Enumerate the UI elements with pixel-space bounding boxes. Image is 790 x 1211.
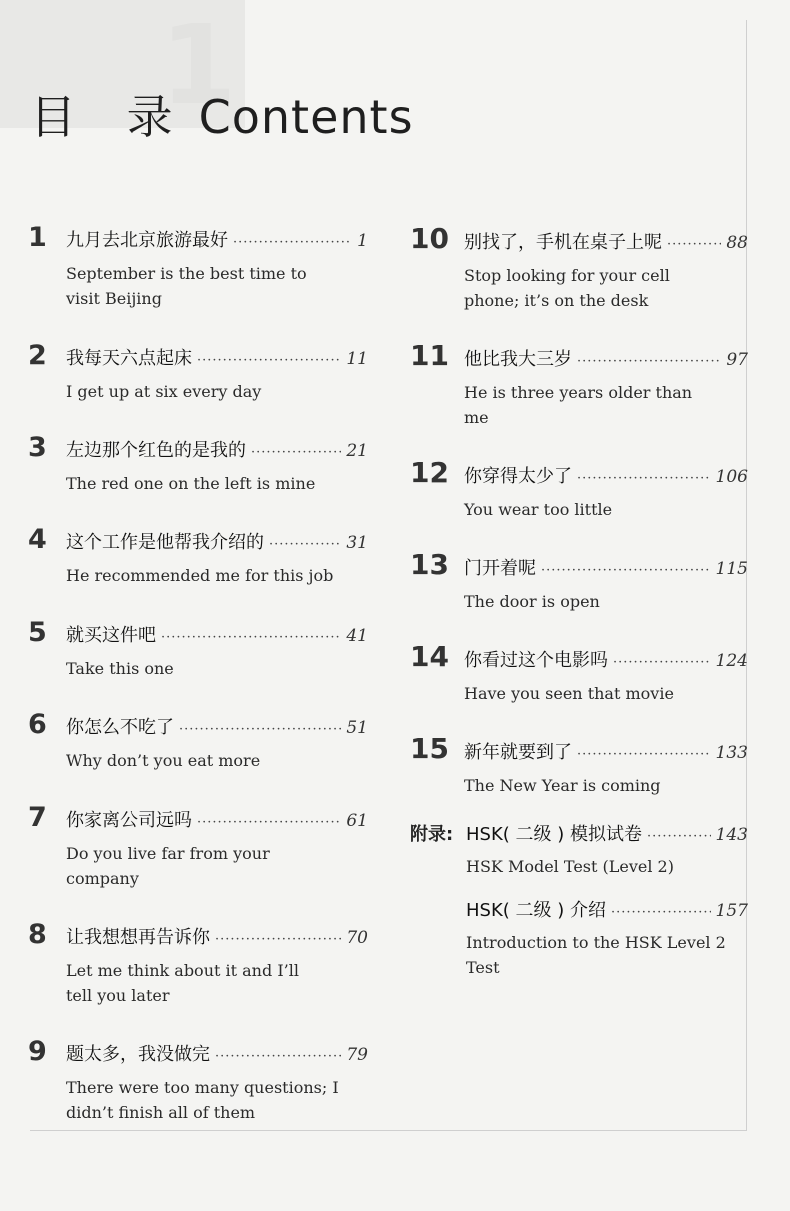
toc-entry-7[interactable] <box>28 802 368 891</box>
page-number: 157 <box>715 901 748 921</box>
toc-entry-2[interactable] <box>28 340 368 404</box>
page-number: 1 <box>357 231 368 251</box>
lesson-title-zh: 新年就要到了 <box>464 742 572 763</box>
lesson-number: 11 <box>410 339 449 372</box>
toc-entry-8[interactable] <box>28 919 368 1008</box>
lesson-number: 2 <box>28 340 47 371</box>
toc-entry-14[interactable] <box>410 640 748 706</box>
page-number: 70 <box>346 928 368 948</box>
leader-dots <box>269 537 341 552</box>
lesson-title-en: Have you seen that movie <box>464 684 674 703</box>
page-number: 31 <box>346 533 368 553</box>
lesson-title-en: The door is open <box>464 592 600 611</box>
lesson-number: 7 <box>28 802 47 833</box>
lesson-title-en: Why don’t you eat more <box>66 751 261 770</box>
lesson-number: 12 <box>410 456 449 489</box>
leader-dots <box>577 747 711 762</box>
page-number: 79 <box>346 1045 368 1065</box>
toc-entry-11[interactable] <box>410 339 748 430</box>
lesson-title-zh: 让我想想再告诉你 <box>66 927 210 948</box>
lesson-title-en: There were too many questions; I didn’t finish all of them <box>66 1078 339 1122</box>
lesson-title-zh: 我每天六点起床 <box>66 348 192 369</box>
page-number: 143 <box>715 825 748 845</box>
lesson-title-en: Stop looking for your cell phone; it’s on the desk <box>464 266 670 310</box>
lesson-title-zh: 就买这件吧 <box>66 625 156 646</box>
toc-entry-10[interactable] <box>410 222 748 313</box>
leader-dots <box>197 815 341 830</box>
lesson-title-en: Let me think about it and I’ll tell you later <box>66 961 299 1005</box>
toc-entry-9[interactable] <box>28 1036 368 1125</box>
lesson-title-en: He is three years older than me <box>464 383 693 427</box>
leader-dots <box>647 829 711 844</box>
page-number: 61 <box>346 811 368 831</box>
lesson-title-zh: 题太多，我没做完 <box>66 1044 210 1065</box>
appendix-label: 附录: <box>410 824 454 845</box>
appendix-title-en: Introduction to the HSK Level 2 Test <box>466 933 726 977</box>
lesson-title-zh: 别找了，手机在桌子上呢 <box>464 232 662 253</box>
lesson-title-zh: 这个工作是他帮我介绍的 <box>66 532 264 553</box>
lesson-title-en: I get up at six every day <box>66 382 262 401</box>
page-number: 133 <box>715 743 748 763</box>
leader-dots <box>197 353 341 368</box>
appendix-title-zh: HSK( 二级 ) 介绍 <box>466 900 606 921</box>
leader-dots <box>667 237 721 252</box>
lesson-number: 3 <box>28 432 47 463</box>
page-number: 51 <box>346 718 368 738</box>
header-lesson-number-watermark: 1 <box>160 1 237 129</box>
toc-entry-4[interactable] <box>28 524 368 588</box>
lesson-number: 8 <box>28 919 47 950</box>
appendix-title-en: HSK Model Test (Level 2) <box>466 857 674 876</box>
appendix-title-zh: HSK( 二级 ) 模拟试卷 <box>466 824 642 845</box>
lesson-number: 4 <box>28 524 47 555</box>
leader-dots <box>215 932 341 947</box>
toc-entry-12[interactable] <box>410 456 748 522</box>
lesson-number: 15 <box>410 732 449 765</box>
lesson-title-en: You wear too little <box>464 500 613 519</box>
leader-dots <box>161 630 341 645</box>
lesson-number: 6 <box>28 709 47 740</box>
lesson-number: 14 <box>410 640 449 673</box>
lesson-title-zh: 门开着呢 <box>464 558 536 579</box>
toc-appendix-introduction[interactable] <box>410 896 748 980</box>
page-number: 115 <box>715 559 748 579</box>
page-number: 88 <box>726 233 748 253</box>
toc-entry-6[interactable] <box>28 709 368 773</box>
title-english: Contents <box>198 90 414 144</box>
toc-entry-1[interactable] <box>28 222 368 311</box>
leader-dots <box>577 354 721 369</box>
lesson-title-en: September is the best time to visit Beijing <box>66 264 307 308</box>
lesson-title-en: The New Year is coming <box>464 776 661 795</box>
title-chinese: 目 录 <box>30 90 191 144</box>
page-title <box>30 92 414 143</box>
lesson-number: 13 <box>410 548 449 581</box>
leader-dots <box>251 445 341 460</box>
lesson-title-en: Take this one <box>66 659 174 678</box>
leader-dots <box>233 235 352 250</box>
lesson-title-zh: 你怎么不吃了 <box>66 717 174 738</box>
lesson-title-en: The red one on the left is mine <box>66 474 316 493</box>
page-number: 97 <box>726 350 748 370</box>
lesson-number: 1 <box>28 222 47 253</box>
leader-dots <box>541 563 711 578</box>
toc-appendix-model-test[interactable] <box>410 820 748 879</box>
lesson-number: 5 <box>28 617 47 648</box>
leader-dots <box>179 722 341 737</box>
lesson-title-zh: 左边那个红色的是我的 <box>66 440 246 461</box>
lesson-title-zh: 他比我大三岁 <box>464 349 572 370</box>
leader-dots <box>577 471 711 486</box>
page-number: 11 <box>346 349 368 369</box>
page-number: 21 <box>346 441 368 461</box>
leader-dots <box>611 905 711 920</box>
page-number: 41 <box>346 626 368 646</box>
lesson-title-zh: 你看过这个电影吗 <box>464 650 608 671</box>
lesson-title-zh: 你家离公司远吗 <box>66 810 192 831</box>
leader-dots <box>215 1049 341 1064</box>
lesson-number: 9 <box>28 1036 47 1067</box>
toc-entry-13[interactable] <box>410 548 748 614</box>
page-number: 106 <box>715 467 748 487</box>
lesson-title-en: He recommended me for this job <box>66 566 334 585</box>
lesson-title-zh: 九月去北京旅游最好 <box>66 230 228 251</box>
toc-entry-5[interactable] <box>28 617 368 681</box>
toc-entry-15[interactable] <box>410 732 748 798</box>
lesson-number: 10 <box>410 222 449 255</box>
lesson-title-zh: 你穿得太少了 <box>464 466 572 487</box>
page-number: 124 <box>715 651 748 671</box>
toc-entry-3[interactable] <box>28 432 368 496</box>
lesson-title-en: Do you live far from your company <box>66 844 270 888</box>
leader-dots <box>613 655 711 670</box>
